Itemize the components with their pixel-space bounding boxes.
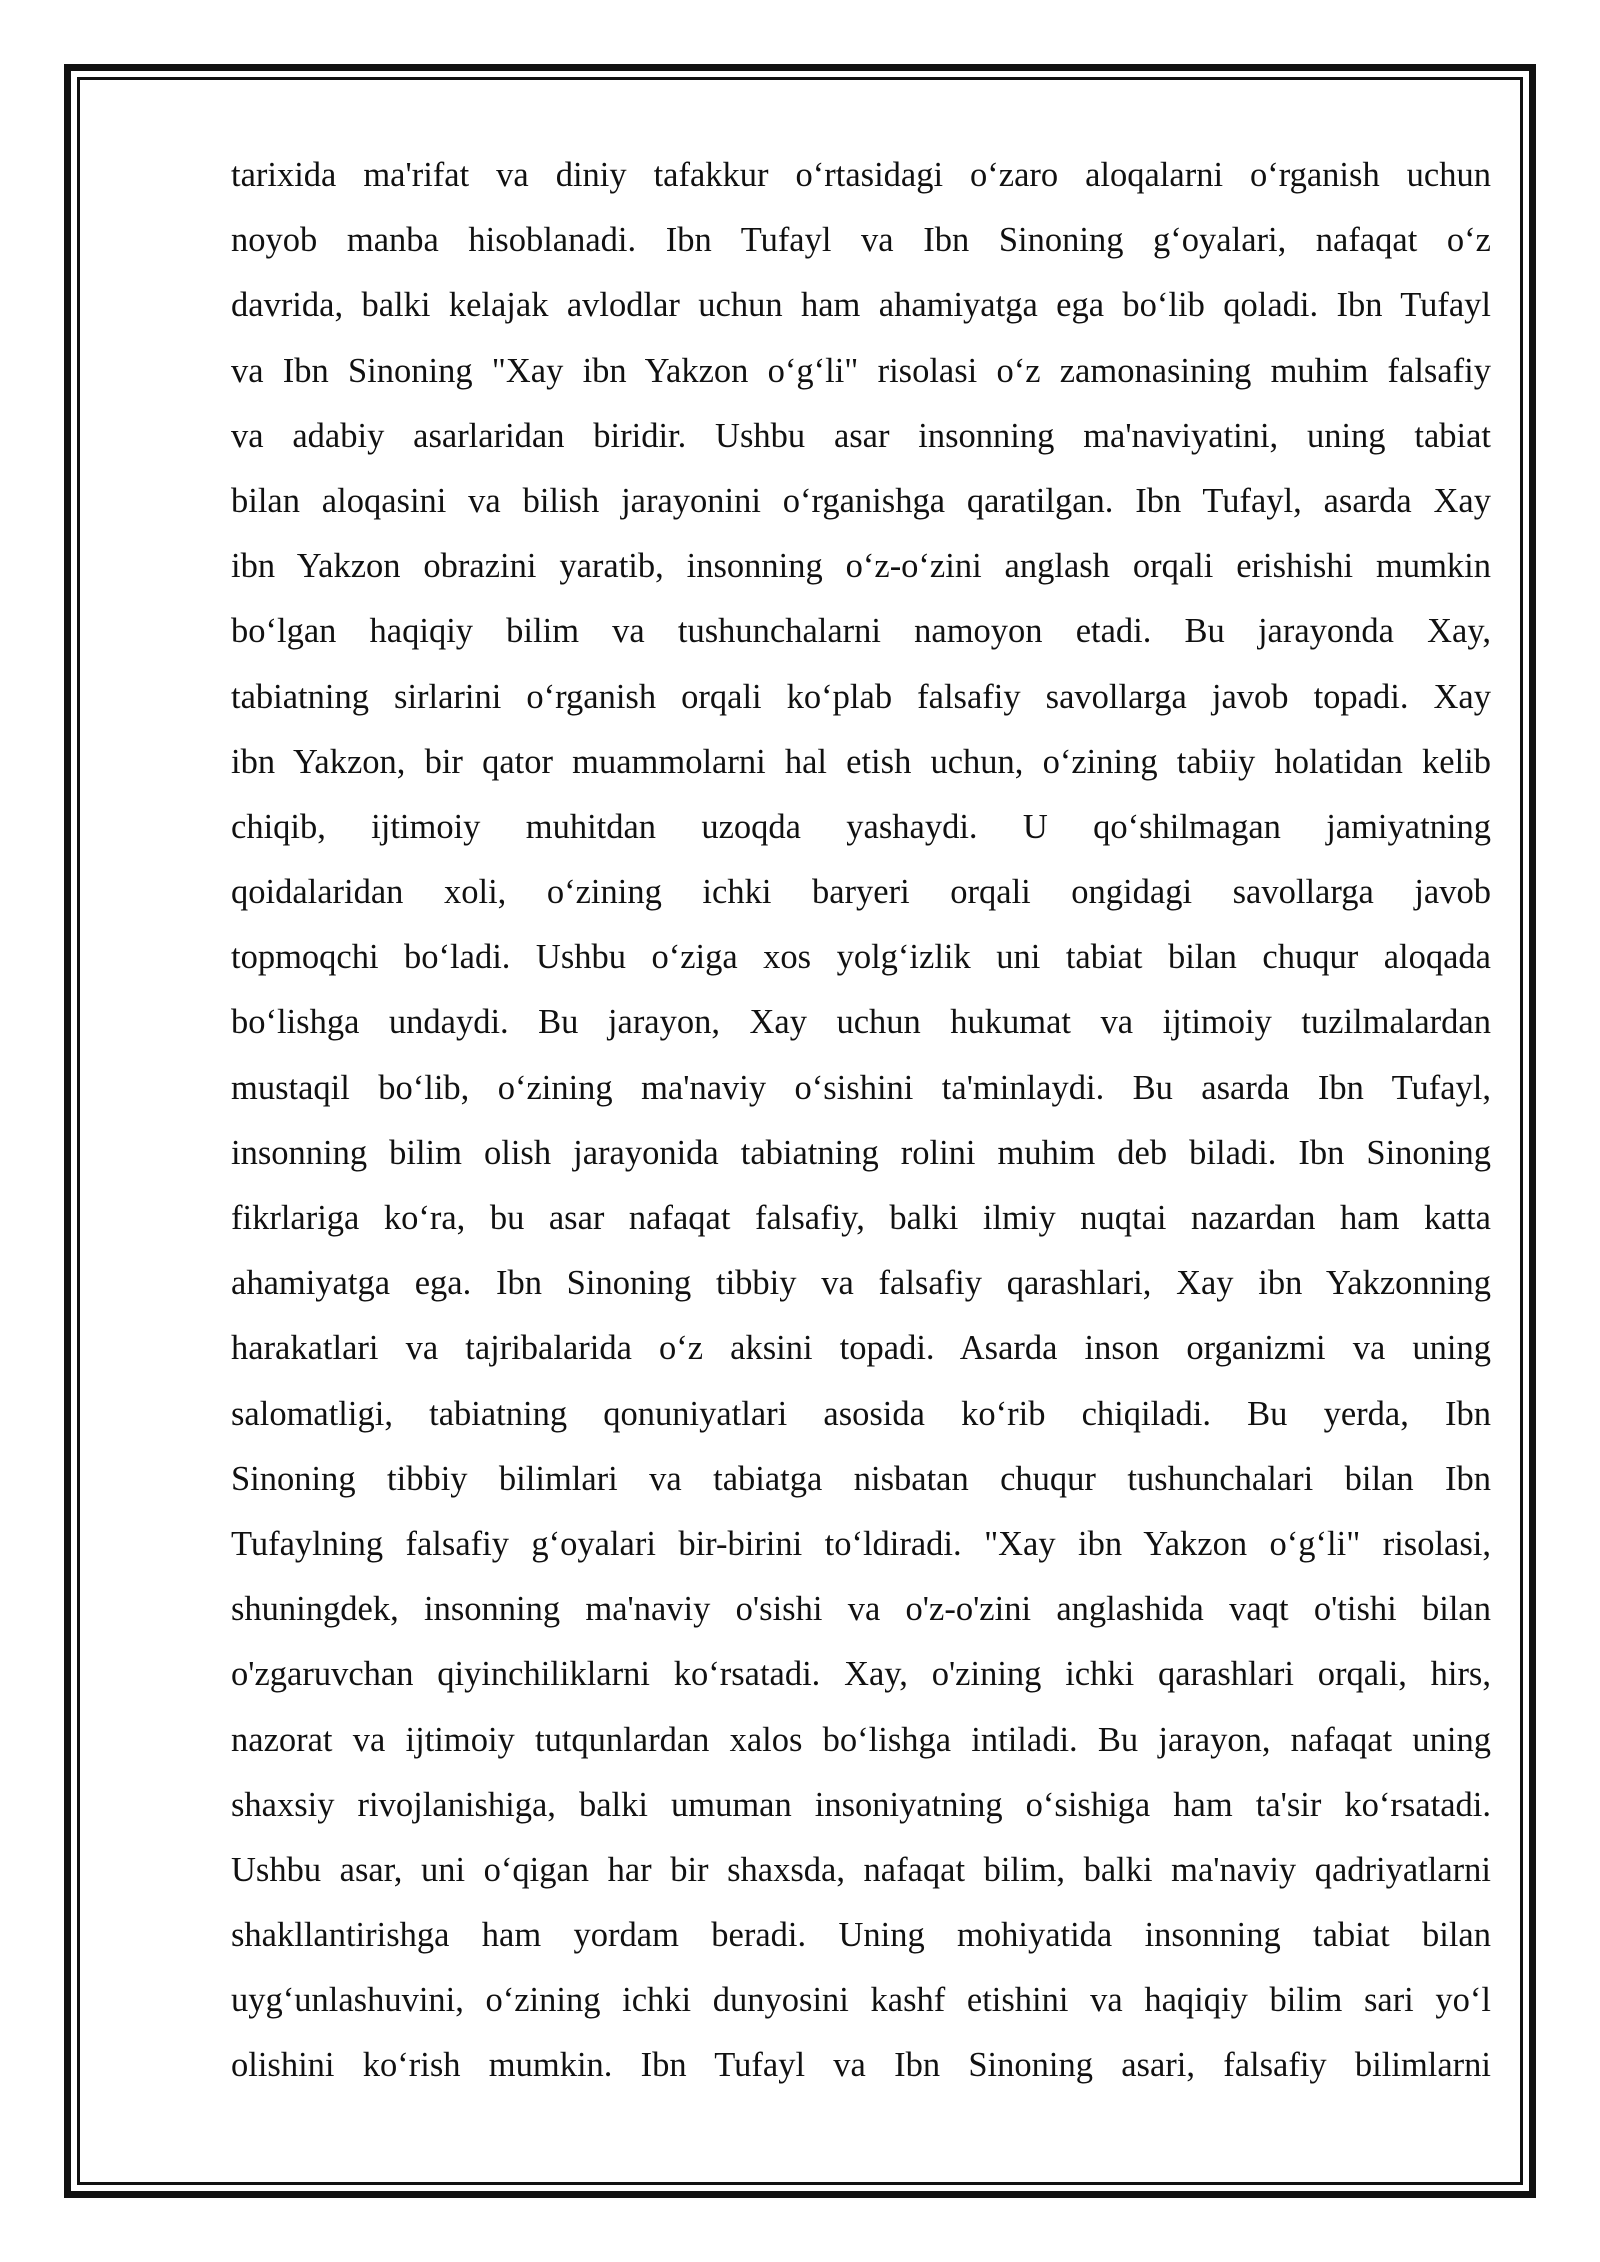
text-line: bo‘lishga undaydi. Bu jarayon, Xay uchun hukumat va ijtimoiy tuzilmalardan bbox=[231, 1003, 1491, 1042]
body-text bbox=[231, 143, 1491, 2099]
text-line: salomatligi, tabiatning qonuniyatlari asosida ko‘rib chiqiladi. Bu yerda, Ibn bbox=[231, 1394, 1491, 1433]
text-line: noyob manba hisoblanadi. Ibn Tufayl va Ibn Sinoning g‘oyalari, nafaqat o‘z bbox=[231, 221, 1491, 260]
text-line: davrida, balki kelajak avlodlar uchun ham ahamiyatga ega bo‘lib qoladi. Ibn Tufayl bbox=[231, 286, 1491, 325]
text-line: harakatlari va tajribalarida o‘z aksini topadi. Asarda inson organizmi va uning bbox=[231, 1329, 1491, 1368]
text-line: bilan aloqasini va bilish jarayonini o‘rganishga qaratilgan. Ibn Tufayl, asarda Xay bbox=[231, 481, 1491, 520]
text-line: va Ibn Sinoning "Xay ibn Yakzon o‘g‘li" risolasi o‘z zamonasining muhim falsafiy bbox=[231, 351, 1491, 390]
text-line: bo‘lgan haqiqiy bilim va tushunchalarni namoyon etadi. Bu jarayonda Xay, bbox=[231, 612, 1491, 651]
text-line: shuningdek, insonning ma'naviy o'sishi va o'z-o'zini anglashida vaqt o'tishi bilan bbox=[231, 1590, 1491, 1629]
text-line: chiqib, ijtimoiy muhitdan uzoqda yashaydi. U qo‘shilmagan jamiyatning bbox=[231, 807, 1491, 846]
text-line: mustaqil bo‘lib, o‘zining ma'naviy o‘sishini ta'minlaydi. Bu asarda Ibn Tufayl, bbox=[231, 1068, 1491, 1107]
text-line: Sinoning tibbiy bilimlari va tabiatga nisbatan chuqur tushunchalari bilan Ibn bbox=[231, 1459, 1491, 1498]
text-line: o'zgaruvchan qiyinchiliklarni ko‘rsatadi. Xay, o'zining ichki qarashlari orqali, hirs, bbox=[231, 1655, 1491, 1694]
text-line: Tufaylning falsafiy g‘oyalari bir-birini to‘ldiradi. "Xay ibn Yakzon o‘g‘li" risolasi, bbox=[231, 1524, 1491, 1563]
text-line: ahamiyatga ega. Ibn Sinoning tibbiy va falsafiy qarashlari, Xay ibn Yakzonning bbox=[231, 1264, 1491, 1303]
text-line: Ushbu asar, uni o‘qigan har bir shaxsda, nafaqat bilim, balki ma'naviy qadriyatlarni bbox=[231, 1850, 1491, 1889]
text-line: shaxsiy rivojlanishiga, balki umuman insoniyatning o‘sishiga ham ta'sir ko‘rsatadi. bbox=[231, 1785, 1491, 1824]
text-line: insonning bilim olish jarayonida tabiatning rolini muhim deb biladi. Ibn Sinoning bbox=[231, 1133, 1491, 1172]
text-line: ibn Yakzon, bir qator muammolarni hal etish uchun, o‘zining tabiiy holatidan kelib bbox=[231, 742, 1491, 781]
text-line: tarixida ma'rifat va diniy tafakkur o‘rtasidagi o‘zaro aloqalarni o‘rganish uchun bbox=[231, 156, 1491, 194]
text-line: va adabiy asarlaridan biridir. Ushbu asar insonning ma'naviyatini, uning tabiat bbox=[231, 416, 1491, 455]
text-line: tabiatning sirlarini o‘rganish orqali ko‘plab falsafiy savollarga javob topadi. Xay bbox=[231, 677, 1491, 716]
text-line: olishini ko‘rish mumkin. Ibn Tufayl va Ibn Sinoning asari, falsafiy bilimlarni bbox=[231, 2046, 1491, 2085]
text-line: ibn Yakzon obrazini yaratib, insonning o‘z-o‘zini anglash orqali erishishi mumkin bbox=[231, 547, 1491, 586]
text-line: qoidalaridan xoli, o‘zining ichki baryeri orqali ongidagi savollarga javob bbox=[231, 873, 1491, 912]
text-line: fikrlariga ko‘ra, bu asar nafaqat falsafiy, balki ilmiy nuqtai nazardan ham katta bbox=[231, 1199, 1491, 1237]
text-line: topmoqchi bo‘ladi. Ushbu o‘ziga xos yolg‘izlik uni tabiat bilan chuqur aloqada bbox=[231, 938, 1491, 977]
text-line: nazorat va ijtimoiy tutqunlardan xalos bo‘lishga intiladi. Bu jarayon, nafaqat uning bbox=[231, 1720, 1491, 1759]
text-line: shakllantirishga ham yordam beradi. Uning mohiyatida insonning tabiat bilan bbox=[231, 1916, 1491, 1955]
text-line: uyg‘unlashuvini, o‘zining ichki dunyosini kashf etishini va haqiqiy bilim sari yo‘l bbox=[231, 1981, 1491, 2020]
